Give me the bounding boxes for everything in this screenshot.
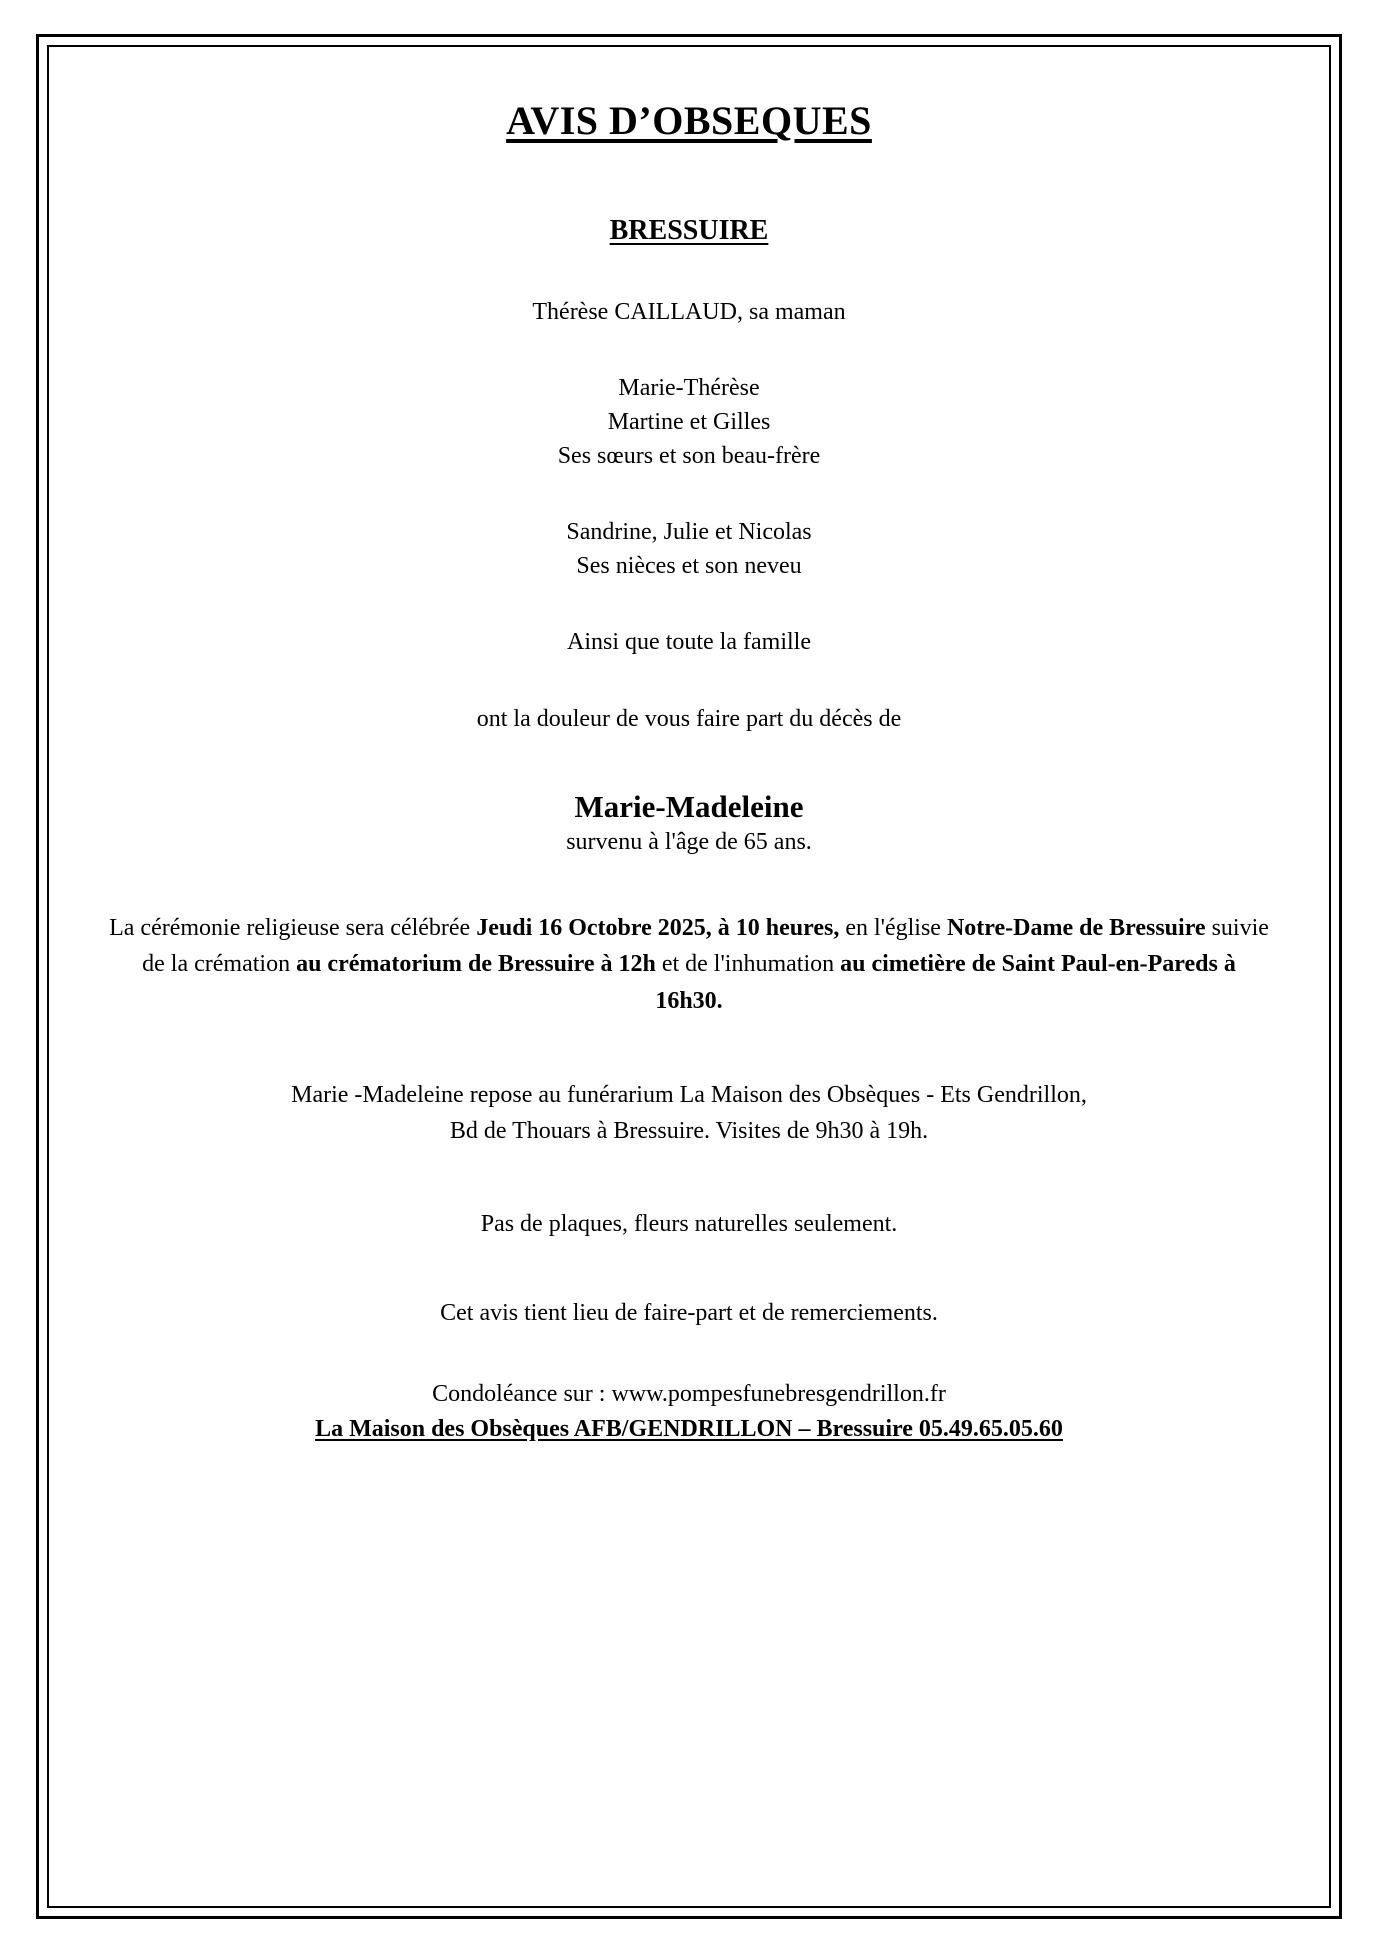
siblings-line-3: Ses sœurs et son beau-frère [557, 443, 821, 470]
funeral-company-line: La Maison des Obsèques AFB/GENDRILLON – Bressuire 05.49.65.05.60 [315, 1416, 1063, 1443]
ceremony-text-4: et de l'inhumation [655, 951, 841, 978]
family-line: Ainsi que toute la famille [567, 629, 811, 656]
ceremony-text-2: en l'église [839, 914, 947, 941]
siblings-line-1: Marie-Thérèse [618, 375, 760, 402]
siblings-block [99, 371, 1279, 473]
condolences-block [99, 1377, 1279, 1447]
ceremony-text-1: La cérémonie religieuse sera célébrée [109, 914, 477, 941]
ceremony-church: Notre-Dame de Bressuire [946, 914, 1206, 941]
siblings-line-2: Martine et Gilles [607, 409, 771, 436]
announcement-line: ont la douleur de vous faire part du décès de [476, 705, 902, 732]
thanks-note: Cet avis tient lieu de faire-part et de remerciements. [440, 1300, 938, 1327]
deceased-name: Marie-Madeleine [574, 788, 804, 824]
funerarium-block [99, 1077, 1279, 1149]
ceremony-date-time: Jeudi 16 Octobre 2025, à 10 heures, [476, 914, 840, 941]
ceremony-cemetery: au cimetière de Saint Paul-en-Pareds à 16h30. [655, 951, 1236, 1014]
nieces-line-1: Sandrine, Julie et Nicolas [566, 519, 812, 546]
city-heading: BRESSUIRE [609, 215, 769, 246]
flowers-note: Pas de plaques, fleurs naturelles seulement. [480, 1211, 898, 1238]
mother-line: Thérèse CAILLAUD, sa maman [532, 299, 846, 325]
nieces-line-2: Ses nièces et son neveu [576, 553, 802, 580]
funerarium-line-1: Marie -Madeleine repose au funérarium La Maison des Obsèques - Ets Gendrillon, [291, 1082, 1087, 1109]
page-border-outer [36, 34, 1342, 1919]
deceased-age: survenu à l'âge de 65 ans. [566, 828, 812, 855]
ceremony-paragraph [99, 910, 1279, 1019]
obituary-content [99, 59, 1279, 1906]
nieces-block [99, 515, 1279, 583]
page-title: AVIS D’OBSEQUES [506, 98, 872, 143]
ceremony-text-3: suivie de la crémation [142, 914, 1269, 978]
ceremony-crematorium: au crématorium de Bressuire à 12h [296, 951, 656, 978]
funerarium-line-2: Bd de Thouars à Bressuire. Visites de 9h30 à 19h. [449, 1118, 929, 1145]
condolences-website-line: Condoléance sur : www.pompesfunebresgendrillon.fr [432, 1381, 946, 1408]
